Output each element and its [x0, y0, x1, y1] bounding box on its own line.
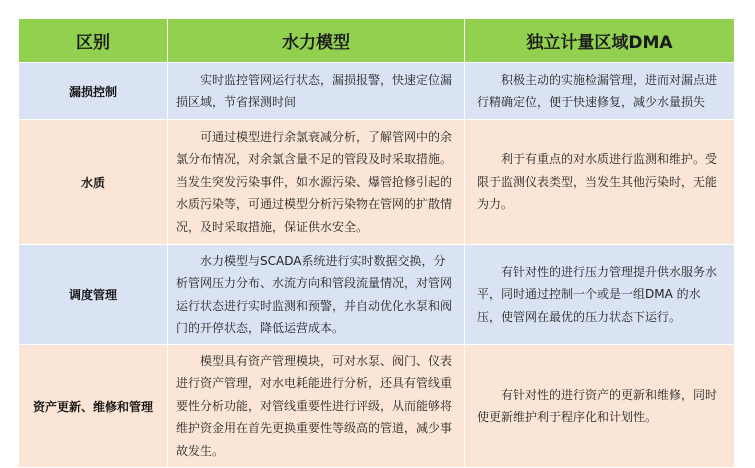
- row-category: 调度管理: [19, 245, 168, 345]
- header-hydraulic-model: 水力模型: [168, 19, 465, 63]
- hydraulic-cell: [168, 345, 465, 468]
- dma-text: 有针对性的进行压力管理提升供水服务水平，同时通过控制一个或是一组DMA 的水压，使管网在最优的压力状态下运行。: [477, 264, 718, 324]
- table-row: [19, 63, 735, 120]
- comparison-table: [18, 18, 735, 468]
- table-header-row: [19, 19, 735, 63]
- table-row: [19, 345, 735, 468]
- hydraulic-text: 可通过模型进行余氯衰减分析，了解管网中的余氯分布情况，对余氯含量不足的管段及时采取措施。当发生突发污染事件，如水源污染、爆管抢修引起的水质污染等，可通过模型分析污染物在管网的扩散情况，及时采取措施，保证供水安全。: [176, 129, 453, 234]
- dma-cell: [465, 63, 735, 120]
- hydraulic-text: 模型具有资产管理模块，可对水泵、阀门、仪表进行资产管理，对水电耗能进行分析，还具有管线重要性分析功能，对管线重要性进行评级，从而能够将维护资金用在首先更换重要性等级高的管道，减少事故发生。: [176, 353, 453, 458]
- dma-cell: [465, 245, 735, 345]
- hydraulic-cell: [168, 63, 465, 120]
- row-category: 水质: [19, 120, 168, 245]
- header-category: 区别: [19, 19, 168, 63]
- dma-text: 利于有重点的对水质进行监测和维护。受限于监测仪表类型，当发生其他污染时，无能为力。: [477, 152, 718, 212]
- dma-text: 有针对性的进行资产的更新和维修，同时使更新维护利于程序化和计划性。: [477, 387, 718, 424]
- table-row: [19, 245, 735, 345]
- hydraulic-cell: [168, 120, 465, 245]
- hydraulic-cell: [168, 245, 465, 345]
- header-dma: 独立计量区域DMA: [465, 19, 735, 63]
- dma-cell: [465, 120, 735, 245]
- row-category: 资产更新、维修和管理: [19, 345, 168, 468]
- table-row: [19, 120, 735, 245]
- dma-cell: [465, 345, 735, 468]
- dma-text: 积极主动的实施检漏管理，进而对漏点进行精确定位，便于快速修复，减少水量损失: [477, 72, 718, 109]
- comparison-table-container: [18, 18, 734, 466]
- hydraulic-text: 水力模型与SCADA系统进行实时数据交换，分析管网压力分布、水流方向和管段流量情况，对管网运行状态进行实时监测和预警，并自动优化水泵和阀门的开停状态，降低运营成本。: [176, 253, 453, 335]
- hydraulic-text: 实时监控管网运行状态，漏损报警，快速定位漏损区域，节省探测时间: [176, 72, 453, 109]
- row-category: 漏损控制: [19, 63, 168, 120]
